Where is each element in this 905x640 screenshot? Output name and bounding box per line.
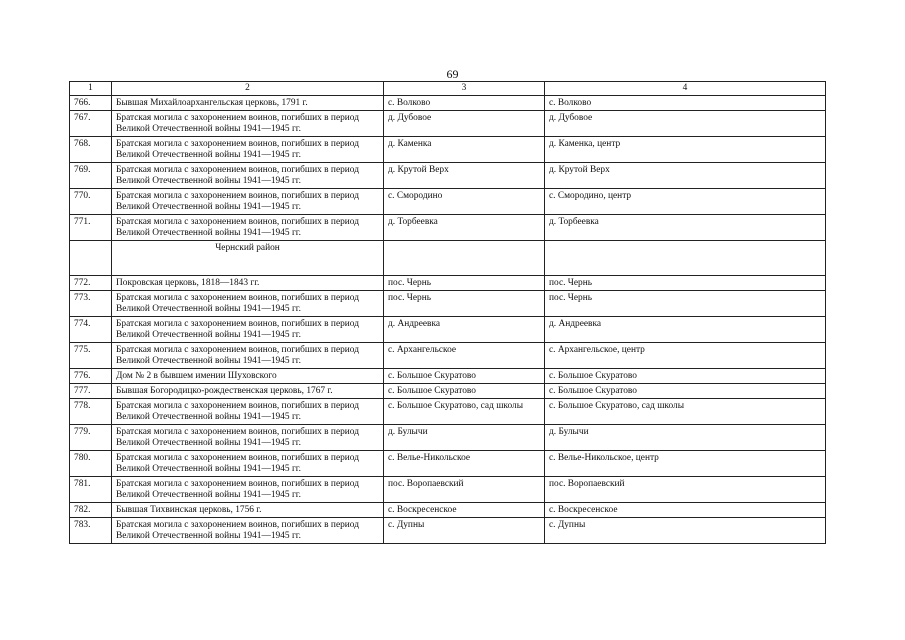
table-row	[70, 425, 826, 451]
section-cell-empty	[384, 241, 545, 276]
monument-name-cell: Братская могила с захоронением воинов, погибших в период Великой Отечественной войны 1941—1945 гг.	[112, 425, 384, 451]
address-cell: д. Торбеевка	[545, 215, 826, 241]
address-cell: с. Большое Скуратово	[545, 384, 826, 399]
table-row	[70, 163, 826, 189]
column-header-name: 2	[112, 82, 384, 96]
row-number-cell: 770.	[70, 189, 112, 215]
monument-name-cell: Братская могила с захоронением воинов, погибших в период Великой Отечественной войны 1941—1945 гг.	[112, 137, 384, 163]
section-cell-empty	[70, 241, 112, 276]
location-cell: с. Волково	[384, 96, 545, 111]
monument-name-cell: Братская могила с захоронением воинов, погибших в период Великой Отечественной войны 1941—1945 гг.	[112, 189, 384, 215]
address-cell: с. Смородино, центр	[545, 189, 826, 215]
monument-name-cell: Покровская церковь, 1818—1843 гг.	[112, 276, 384, 291]
monuments-table	[69, 81, 826, 544]
monument-name-cell: Братская могила с захоронением воинов, погибших в период Великой Отечественной войны 1941—1945 гг.	[112, 477, 384, 503]
location-cell: с. Архангельское	[384, 343, 545, 369]
table-row	[70, 399, 826, 425]
location-cell: пос. Чернь	[384, 291, 545, 317]
row-number-cell: 771.	[70, 215, 112, 241]
monument-name-cell: Братская могила с захоронением воинов, погибших в период Великой Отечественной войны 1941—1945 гг.	[112, 215, 384, 241]
column-header-number: 1	[70, 82, 112, 96]
section-title: Чернский район	[112, 241, 384, 276]
location-cell: д. Андреевка	[384, 317, 545, 343]
row-number-cell: 778.	[70, 399, 112, 425]
monument-name-cell: Братская могила с захоронением воинов, погибших в период Великой Отечественной войны 1941—1945 гг.	[112, 291, 384, 317]
column-header-address: 4	[545, 82, 826, 96]
address-cell: с. Архангельское, центр	[545, 343, 826, 369]
address-cell: д. Крутой Верх	[545, 163, 826, 189]
location-cell: с. Дупны	[384, 518, 545, 544]
table-row	[70, 503, 826, 518]
table-row	[70, 384, 826, 399]
monument-name-cell: Дом № 2 в бывшем имении Шуховского	[112, 369, 384, 384]
row-number-cell: 779.	[70, 425, 112, 451]
address-cell: с. Велье-Никольское, центр	[545, 451, 826, 477]
monument-name-cell: Братская могила с захоронением воинов, погибших в период Великой Отечественной войны 1941—1945 гг.	[112, 343, 384, 369]
monument-name-cell: Бывшая Михайлоархангельская церковь, 1791 г.	[112, 96, 384, 111]
table-row	[70, 137, 826, 163]
section-cell-empty	[545, 241, 826, 276]
address-cell: с. Большое Скуратово, сад школы	[545, 399, 826, 425]
monument-name-cell: Братская могила с захоронением воинов, погибших в период Великой Отечественной войны 1941—1945 гг.	[112, 399, 384, 425]
row-number-cell: 768.	[70, 137, 112, 163]
location-cell: с. Велье-Никольское	[384, 451, 545, 477]
table-row	[70, 369, 826, 384]
table-row	[70, 189, 826, 215]
row-number-cell: 782.	[70, 503, 112, 518]
address-cell: с. Большое Скуратово	[545, 369, 826, 384]
monument-name-cell: Братская могила с захоронением воинов, погибших в период Великой Отечественной войны 1941—1945 гг.	[112, 451, 384, 477]
address-cell: пос. Воропаевский	[545, 477, 826, 503]
location-cell: пос. Чернь	[384, 276, 545, 291]
row-number-cell: 766.	[70, 96, 112, 111]
table-row	[70, 451, 826, 477]
address-cell: с. Воскресенское	[545, 503, 826, 518]
address-cell: пос. Чернь	[545, 291, 826, 317]
table-row	[70, 291, 826, 317]
location-cell: д. Крутой Верх	[384, 163, 545, 189]
table-row	[70, 477, 826, 503]
address-cell: пос. Чернь	[545, 276, 826, 291]
address-cell: с. Волково	[545, 96, 826, 111]
column-header-location: 3	[384, 82, 545, 96]
location-cell: д. Торбеевка	[384, 215, 545, 241]
monument-name-cell: Братская могила с захоронением воинов, погибших в период Великой Отечественной войны 1941—1945 гг.	[112, 111, 384, 137]
table-header-row	[70, 82, 826, 96]
table-row	[70, 317, 826, 343]
location-cell: д. Каменка	[384, 137, 545, 163]
section-row	[70, 241, 826, 276]
address-cell: д. Булычи	[545, 425, 826, 451]
table-row	[70, 518, 826, 544]
row-number-cell: 780.	[70, 451, 112, 477]
row-number-cell: 772.	[70, 276, 112, 291]
location-cell: с. Большое Скуратово, сад школы	[384, 399, 545, 425]
row-number-cell: 769.	[70, 163, 112, 189]
monument-name-cell: Бывшая Богородицко-рождественская церковь, 1767 г.	[112, 384, 384, 399]
address-cell: д. Каменка, центр	[545, 137, 826, 163]
row-number-cell: 783.	[70, 518, 112, 544]
location-cell: д. Дубовое	[384, 111, 545, 137]
row-number-cell: 775.	[70, 343, 112, 369]
row-number-cell: 777.	[70, 384, 112, 399]
location-cell: с. Смородино	[384, 189, 545, 215]
address-cell: д. Андреевка	[545, 317, 826, 343]
table-row	[70, 276, 826, 291]
location-cell: с. Большое Скуратово	[384, 369, 545, 384]
row-number-cell: 767.	[70, 111, 112, 137]
location-cell: пос. Воропаевский	[384, 477, 545, 503]
monument-name-cell: Бывшая Тихвинская церковь, 1756 г.	[112, 503, 384, 518]
page-number: 69	[446, 67, 459, 81]
address-cell: д. Дубовое	[545, 111, 826, 137]
table-row	[70, 111, 826, 137]
monument-name-cell: Братская могила с захоронением воинов, погибших в период Великой Отечественной войны 1941—1945 гг.	[112, 163, 384, 189]
table-body	[70, 96, 826, 544]
location-cell: с. Большое Скуратово	[384, 384, 545, 399]
address-cell: с. Дупны	[545, 518, 826, 544]
monument-name-cell: Братская могила с захоронением воинов, погибших в период Великой Отечественной войны 1941—1945 гг.	[112, 518, 384, 544]
row-number-cell: 774.	[70, 317, 112, 343]
location-cell: д. Булычи	[384, 425, 545, 451]
row-number-cell: 781.	[70, 477, 112, 503]
table-row	[70, 96, 826, 111]
row-number-cell: 773.	[70, 291, 112, 317]
table-row	[70, 215, 826, 241]
row-number-cell: 776.	[70, 369, 112, 384]
monument-name-cell: Братская могила с захоронением воинов, погибших в период Великой Отечественной войны 1941—1945 гг.	[112, 317, 384, 343]
location-cell: с. Воскресенское	[384, 503, 545, 518]
table-row	[70, 343, 826, 369]
